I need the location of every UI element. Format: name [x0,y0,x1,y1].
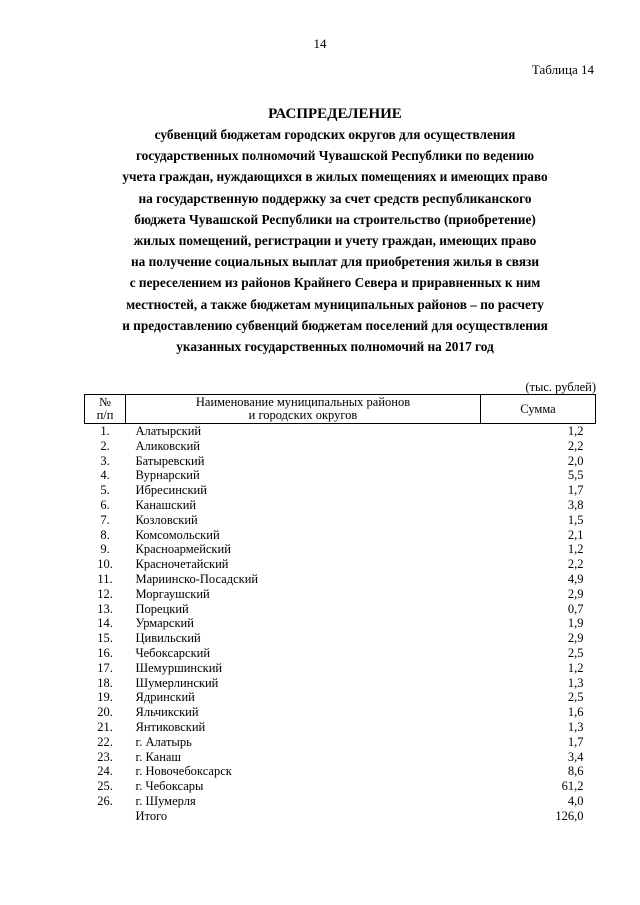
distribution-table [84,394,596,824]
header-sum: Сумма [481,395,596,424]
table-header [85,395,596,424]
table-row [85,572,596,587]
header-number [85,395,126,424]
total-row [85,809,596,824]
table-row [85,587,596,602]
subtitle-line: субвенций бюджетам городских округов для осуществления [154,127,516,142]
row-number: 2. [100,438,110,453]
row-number: 7. [100,512,110,527]
table-row [85,750,596,765]
row-sum: 1,5 [567,512,584,527]
row-number: 25. [97,779,113,794]
row-name: Мариинско-Посадский [135,571,259,586]
row-sum: 4,0 [567,793,584,808]
row-sum: 3,8 [567,497,584,512]
row-number: 3. [100,453,110,468]
units-label: (тыс. рублей) [525,380,596,394]
row-name: Янтиковский [135,719,206,734]
total-sum: 126,0 [555,808,584,823]
table-row [85,528,596,543]
row-sum: 2,5 [567,645,584,660]
row-number: 6. [100,497,110,512]
row-number: 26. [97,793,113,808]
table-row [85,779,596,794]
subtitle-line: на государственную поддержку за счет средств республиканского [138,190,532,206]
table-row [85,542,596,557]
row-number: 9. [100,542,110,557]
table-row [85,764,596,779]
header-name-line2: и городских округов [248,408,358,422]
table-row [85,483,596,498]
subtitle-line: учета граждан, нуждающихся в жилых помещениях и имеющих право [122,169,548,185]
table-row [85,676,596,691]
subtitle-line: бюджета Чувашской Республики на строительство (приобретение) [134,211,536,227]
row-number: 12. [97,586,113,601]
row-name: Шемуршинский [135,660,223,675]
row-name: Чебоксарский [135,645,211,660]
row-number: 11. [97,571,113,586]
row-sum: 0,7 [567,601,584,616]
row-name: Вурнарский [135,468,200,483]
row-number: 5. [100,483,110,498]
table-row [85,424,596,439]
row-sum: 1,7 [567,483,584,498]
header-name-line1: Наименование муниципальных районов [195,395,411,409]
table-row [85,557,596,572]
row-number: 15. [97,631,113,646]
row-name: г. Канаш [135,749,182,764]
table-row [85,513,596,528]
total-number-cell [85,809,126,824]
table-row [85,439,596,454]
subtitle-line: указанных государственных полномочий на 2017 год [176,339,494,355]
table-row [85,602,596,617]
subtitle-line: жилых помещений, регистрации и учету граждан, имеющих право [133,233,537,249]
row-sum: 1,2 [567,542,584,557]
subtitle-line: на получение социальных выплат для приобретения жилья в связи [130,254,540,270]
header-name [126,395,481,424]
row-name: г. Шумерля [135,793,196,808]
row-name: Красноармейский [135,542,231,557]
row-name: г. Алатырь [135,734,192,749]
row-sum: 1,9 [567,616,584,631]
table-row [85,616,596,631]
row-sum: 1,2 [567,660,584,675]
table-row [85,720,596,735]
row-name: Козловский [135,512,198,527]
row-name: Моргаушский [135,586,210,601]
row-name: Канашский [135,497,197,512]
row-number: 21. [97,719,113,734]
row-number: 23. [97,749,113,764]
table-row [85,498,596,513]
row-name: Алатырский [135,424,202,438]
row-sum: 1,3 [567,719,584,734]
row-name: Батыревский [135,453,205,468]
table-label: Таблица 14 [531,62,594,77]
row-sum: 2,2 [567,557,584,572]
row-number: 22. [97,734,113,749]
row-number: 14. [97,616,113,631]
row-name: Красночетайский [135,557,229,572]
row-sum: 2,9 [567,586,584,601]
subtitle-line: с переселением из районов Крайнего Севера и приравненных к ним [129,275,541,291]
row-number: 19. [97,690,113,705]
row-sum: 2,9 [567,631,584,646]
total-label: Итого [135,808,168,823]
table-row [85,735,596,750]
row-sum: 3,4 [567,749,584,764]
row-number: 20. [97,705,113,720]
row-sum: 4,9 [567,571,584,586]
row-name: Яльчикский [135,705,199,720]
subtitle-line: и предоставлению субвенций бюджетам поселений для осуществления [122,317,548,333]
row-sum: 2,0 [567,453,584,468]
row-name: Ядринский [135,690,195,705]
page-number: 14 [313,36,327,51]
table-row [85,661,596,676]
table-total [85,809,596,824]
row-number: 13. [97,601,113,616]
row-number: 16. [97,645,113,660]
row-number: 24. [97,764,113,779]
row-sum: 5,5 [567,468,584,483]
table-row [85,646,596,661]
table-row [85,705,596,720]
row-name: Цивильский [135,631,201,646]
row-number: 4. [100,468,110,483]
document-title: РАСПРЕДЕЛЕНИЕ [268,106,402,122]
row-name: Ибресинский [135,483,207,498]
table-row [85,454,596,469]
row-sum: 1,7 [567,734,584,749]
row-sum: 2,1 [567,527,584,542]
row-name: Комсомольский [135,527,220,542]
row-sum: 2,5 [567,690,584,705]
row-sum: 1,3 [567,675,584,690]
row-number: 1. [100,424,110,438]
table-row [85,468,596,483]
header-number-line1: № [99,395,111,409]
row-sum: 1,6 [567,705,584,720]
header-number-line2: п/п [96,408,114,422]
table-body [85,424,596,809]
table-row [85,794,596,809]
row-name: Аликовский [135,438,200,453]
table-row [85,690,596,705]
subtitle-line: местностей, а также бюджетам муниципальных районов – по расчету [126,296,544,312]
row-name: Порецкий [135,601,189,616]
row-number: 10. [97,557,113,572]
row-sum: 61,2 [561,779,584,794]
row-name: Урмарский [135,616,194,631]
row-number: 8. [100,527,110,542]
row-name: Шумерлинский [135,675,219,690]
row-sum: 2,2 [567,438,584,453]
row-name: г. Чебоксары [135,779,204,794]
row-number: 17. [97,660,113,675]
subtitle-line: государственных полномочий Чувашской Республики по ведению [135,148,535,164]
document-subtitle [70,124,600,357]
table-row [85,631,596,646]
row-sum: 1,2 [567,424,584,438]
row-sum: 8,6 [567,764,584,779]
row-name: г. Новочебоксарск [135,764,232,779]
row-number: 18. [97,675,113,690]
document-title-block [70,104,600,357]
